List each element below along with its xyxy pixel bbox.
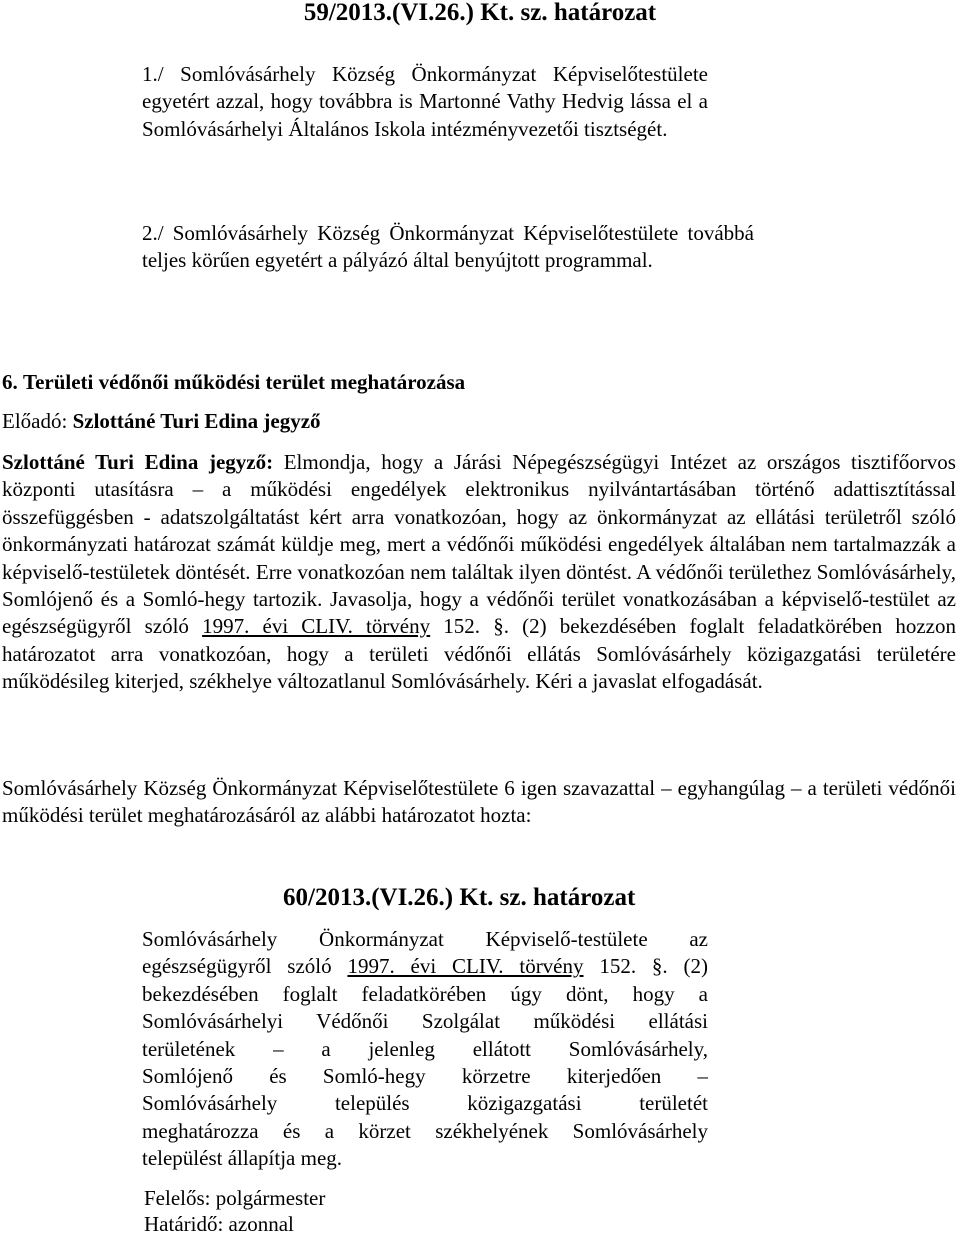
body-text-a: Elmondja, hogy a Járási Népegészségügyi Intézet az országos tisztifőorvos központi utasításra – a működési engedélyek elektronikus nyilvántartásában történő adattisztítással összefüggésben - adatszolgáltatást kért arra vonatkozóan, hogy az önkormányzat az ellátási területről szóló önkormányzati határozat számát küldje meg, mert a védőnői működési engedélyek általában nem tartalmazzák a képviselő-testületek döntését. Erre vonatkozóan nem találtak ilyen döntést. A védőnői területhez Somlóvásárhely, Somlójenő és a Somló-hegy tartozik. Javasolja, hogy a védőnői terület vonatkozásában a képviselő-testület az egészségügyről szóló	[2, 450, 956, 639]
body-text-b: 152. §. (2) bekezdésében foglalt feladatkörében hozzon határozatot arra vonatkozóan, hogy a területi védőnői ellátás Somlóvásárhely közigazgatási területére működésileg kiterjed, székhelye változatlanul Somlóvásárhely. Kéri a javaslat elfogadását.	[2, 614, 956, 694]
law-reference-link[interactable]: 1997. évi CLIV. törvény	[202, 614, 431, 639]
vote-statement: Somlóvásárhely Község Önkormányzat Képviselőtestülete 6 igen szavazattal – egyhangúlag – a területi védőnői működési terület meghatározásáról az alábbi határozatot hozta:	[2, 776, 956, 828]
responsible-line: Felelős: polgármester	[144, 1186, 326, 1210]
res60-line-4: Somlóvásárhelyi Védőnői Szolgálat működési ellátási	[142, 1009, 708, 1034]
res60-line-6: Somlójenő és Somló-hegy körzetre kiterjedően –	[142, 1064, 708, 1089]
resolution-60-body	[142, 926, 708, 1173]
resolution-59-point-1: 1./ Somlóvásárhely Község Önkormányzat Képviselőtestülete egyetért azzal, hogy továbbra is Martonné Vathy Hedvig lássa el a Somlóvásárhelyi Általános Iskola intézményvezetői tisztségét.	[142, 62, 708, 141]
speaker-name: Szlottáné Turi Edina jegyző:	[2, 450, 274, 474]
resolution-59-point-2: 2./ Somlóvásárhely Község Önkormányzat Képviselőtestülete továbbá teljes körűen egyetért a pályázó által benyújtott programmal.	[142, 221, 754, 273]
presenter-name: Szlottáné Turi Edina jegyző	[72, 409, 321, 433]
section-6-body	[2, 449, 956, 696]
res60-line-5: területének – a jelenleg ellátott Somlóvásárhely,	[142, 1036, 708, 1061]
res60-line-3: bekezdésében foglalt feladatkörében úgy dönt, hogy a	[142, 981, 708, 1006]
res60-line-2: egészségügyről szóló 1997. évi CLIV. törvény 152. §. (2)	[142, 954, 708, 979]
deadline-line: Határidő: azonnal	[144, 1212, 294, 1236]
res60-line-8: meghatározza és a körzet székhelyének Somlóvásárhely	[142, 1118, 708, 1143]
section-6-heading	[2, 369, 465, 396]
res60-line-1: Somlóvásárhely Önkormányzat Képviselő-testülete az	[142, 927, 708, 951]
presenter-line	[2, 408, 321, 435]
section-number: 6.	[2, 370, 18, 394]
res60-line-7: Somlóvásárhely település közigazgatási területét	[142, 1091, 708, 1116]
resolution-60-title: 60/2013.(VI.26.) Kt. sz. határozat	[283, 884, 636, 911]
resolution-59-title: 59/2013.(VI.26.) Kt. sz. határozat	[303, 0, 657, 26]
presenter-label: Előadó:	[2, 409, 68, 433]
res60-line-9: települést állapítja meg.	[142, 1146, 343, 1171]
law-reference-link[interactable]: 1997. évi CLIV. törvény	[347, 954, 584, 979]
section-title: Területi védőnői működési terület meghatározása	[23, 370, 466, 394]
